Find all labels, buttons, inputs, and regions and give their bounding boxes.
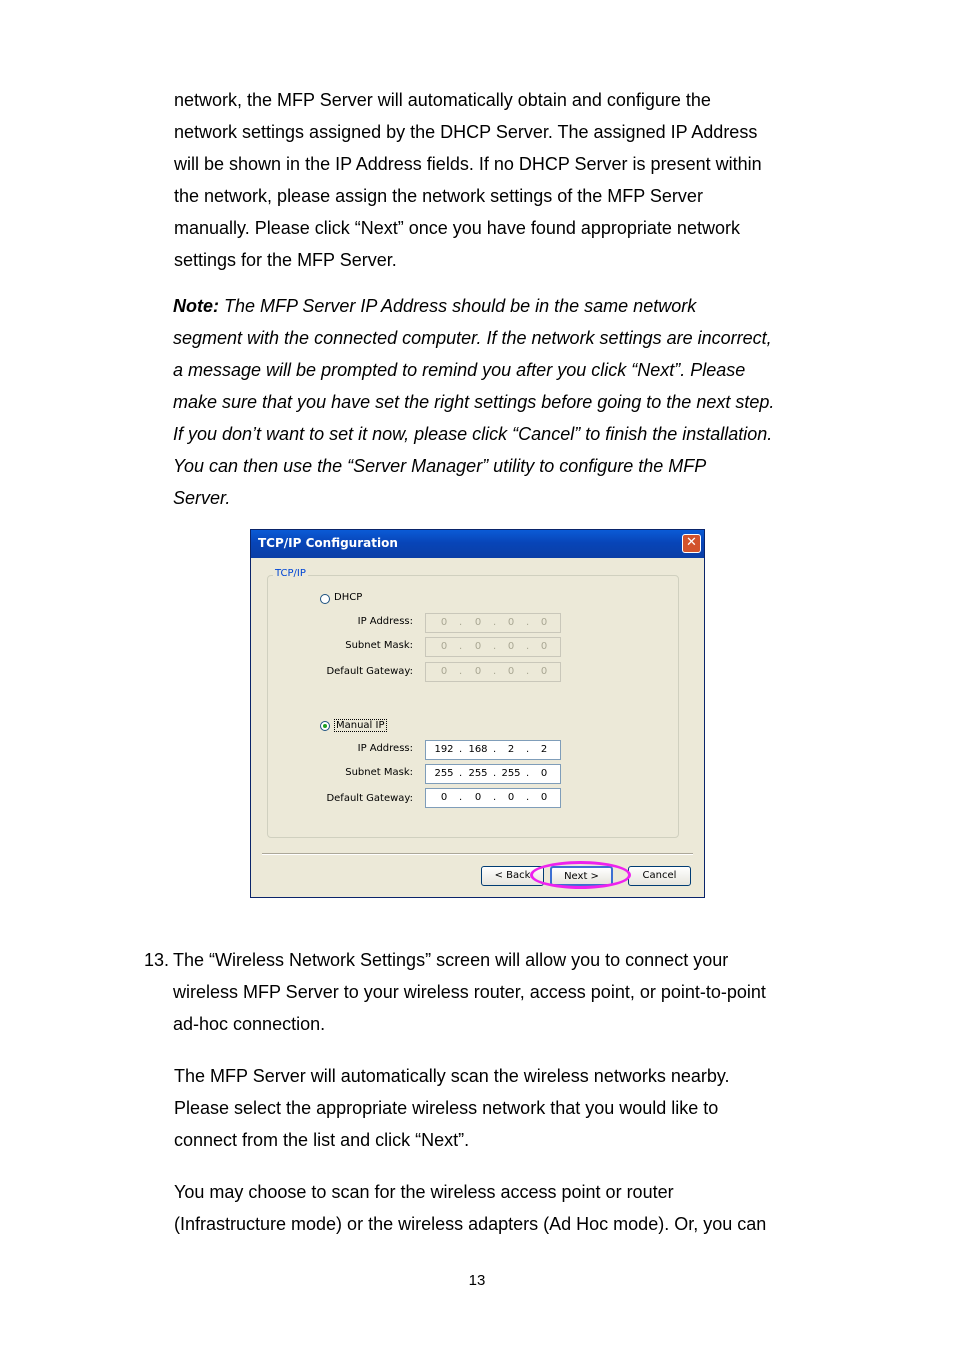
ip-octet: 0 xyxy=(440,617,448,628)
note-paragraph xyxy=(173,290,774,514)
dhcp-mask-field[interactable] xyxy=(425,637,561,657)
groupbox-label: TCP/IP xyxy=(275,568,306,579)
octet-dot: . xyxy=(493,768,497,779)
dhcp-ip-label: IP Address: xyxy=(357,616,413,627)
text-line: will be shown in the IP Address fields. If no DHCP Server is present within xyxy=(174,154,762,174)
ip-octet: 0 xyxy=(540,641,548,652)
close-icon[interactable]: ✕ xyxy=(682,534,701,553)
note-text: The MFP Server IP Address should be in the same network xyxy=(219,296,697,316)
intro-paragraph xyxy=(174,84,762,276)
text-line: Server. xyxy=(173,488,231,508)
manual-gateway-label: Default Gateway: xyxy=(326,793,413,804)
ip-octet: 0 xyxy=(507,617,515,628)
text-line: make sure that you have set the right settings before going to the next step. xyxy=(173,392,775,412)
ip-octet: 255 xyxy=(501,768,521,779)
mode-paragraph xyxy=(174,1176,766,1240)
octet-dot: . xyxy=(493,617,497,628)
octet-dot: . xyxy=(493,666,497,677)
ip-octet: 0 xyxy=(540,666,548,677)
dhcp-gateway-field[interactable] xyxy=(425,662,561,682)
text-line: settings for the MFP Server. xyxy=(174,250,397,270)
ip-octet: 0 xyxy=(507,641,515,652)
dhcp-mask-label: Subnet Mask: xyxy=(345,640,413,651)
text-line: connect from the list and click “Next”. xyxy=(174,1130,470,1150)
octet-dot: . xyxy=(526,617,530,628)
octet-dot: . xyxy=(526,641,530,652)
dialog-titlebar xyxy=(251,530,704,558)
text-line: If you don’t want to set it now, please click “Cancel” to finish the installation. xyxy=(173,424,773,444)
ip-octet: 0 xyxy=(507,666,515,677)
dhcp-label: DHCP xyxy=(334,592,363,603)
dialog-title: TCP/IP Configuration xyxy=(258,536,398,550)
note-label: Note: xyxy=(173,296,219,316)
dhcp-gateway-label: Default Gateway: xyxy=(326,666,413,677)
list-number: 13. xyxy=(144,950,170,970)
manual-ip-address-label: IP Address: xyxy=(357,743,413,754)
next-button[interactable]: Next > xyxy=(550,866,613,886)
text-line: (Infrastructure mode) or the wireless adapters (Ad Hoc mode). Or, you can xyxy=(174,1214,767,1234)
page-number: 13 xyxy=(468,1272,486,1289)
octet-dot: . xyxy=(526,768,530,779)
manual-ip-radio[interactable] xyxy=(320,721,330,731)
manual-ip-address-field[interactable] xyxy=(425,740,561,760)
ip-octet: 0 xyxy=(540,768,548,779)
octet-dot: . xyxy=(459,617,463,628)
ip-octet: 0 xyxy=(474,666,482,677)
manual-subnet-mask-label: Subnet Mask: xyxy=(345,767,413,778)
octet-dot: . xyxy=(459,768,463,779)
octet-dot: . xyxy=(459,666,463,677)
scan-paragraph xyxy=(174,1060,730,1156)
manual-gateway-field[interactable] xyxy=(425,788,561,808)
ip-octet: 0 xyxy=(507,792,515,803)
note-first-line xyxy=(173,290,774,322)
ip-octet: 0 xyxy=(540,617,548,628)
text-line: You can then use the “Server Manager” utility to configure the MFP xyxy=(173,456,707,476)
list-item-body xyxy=(173,944,766,1040)
manual-subnet-mask-field[interactable] xyxy=(425,764,561,784)
ip-octet: 0 xyxy=(440,641,448,652)
ip-octet: 2 xyxy=(540,744,548,755)
ip-octet: 0 xyxy=(474,617,482,628)
text-line: the network, please assign the network settings of the MFP Server xyxy=(174,186,703,206)
ip-octet: 0 xyxy=(440,792,448,803)
next-button-highlight xyxy=(530,861,631,889)
ip-octet: 192 xyxy=(434,744,454,755)
manual-ip-label: Manual IP xyxy=(336,720,385,731)
octet-dot: . xyxy=(459,792,463,803)
tcpip-configuration-dialog xyxy=(250,529,705,898)
text-line: segment with the connected computer. If the network settings are incorrect, xyxy=(173,328,772,348)
text-line: The MFP Server will automatically scan the wireless networks nearby. xyxy=(174,1066,730,1086)
text-line: The “Wireless Network Settings” screen will allow you to connect your xyxy=(173,950,729,970)
octet-dot: . xyxy=(493,792,497,803)
dialog-separator xyxy=(262,853,693,855)
octet-dot: . xyxy=(526,792,530,803)
octet-dot: . xyxy=(493,744,497,755)
text-line: manually. Please click “Next” once you have found appropriate network xyxy=(174,218,740,238)
ip-octet: 0 xyxy=(474,641,482,652)
ip-octet: 255 xyxy=(434,768,454,779)
dhcp-radio[interactable] xyxy=(320,594,330,604)
text-line: Please select the appropriate wireless network that you would like to xyxy=(174,1098,719,1118)
ip-octet: 0 xyxy=(440,666,448,677)
ip-octet: 255 xyxy=(468,768,488,779)
ip-octet: 2 xyxy=(507,744,515,755)
ip-octet: 168 xyxy=(468,744,488,755)
octet-dot: . xyxy=(493,641,497,652)
text-line: wireless MFP Server to your wireless router, access point, or point-to-point xyxy=(173,982,766,1002)
cancel-button[interactable]: Cancel xyxy=(628,866,691,886)
octet-dot: . xyxy=(526,666,530,677)
text-line: network settings assigned by the DHCP Server. The assigned IP Address xyxy=(174,122,758,142)
text-line: a message will be prompted to remind you after you click “Next”. Please xyxy=(173,360,746,380)
text-line: ad-hoc connection. xyxy=(173,1014,326,1034)
ip-octet: 0 xyxy=(540,792,548,803)
octet-dot: . xyxy=(526,744,530,755)
dhcp-ip-field[interactable] xyxy=(425,613,561,633)
back-button[interactable]: < Back xyxy=(481,866,544,886)
octet-dot: . xyxy=(459,641,463,652)
text-line: network, the MFP Server will automatically obtain and configure the xyxy=(174,90,711,110)
octet-dot: . xyxy=(459,744,463,755)
text-line: You may choose to scan for the wireless access point or router xyxy=(174,1182,674,1202)
ip-octet: 0 xyxy=(474,792,482,803)
